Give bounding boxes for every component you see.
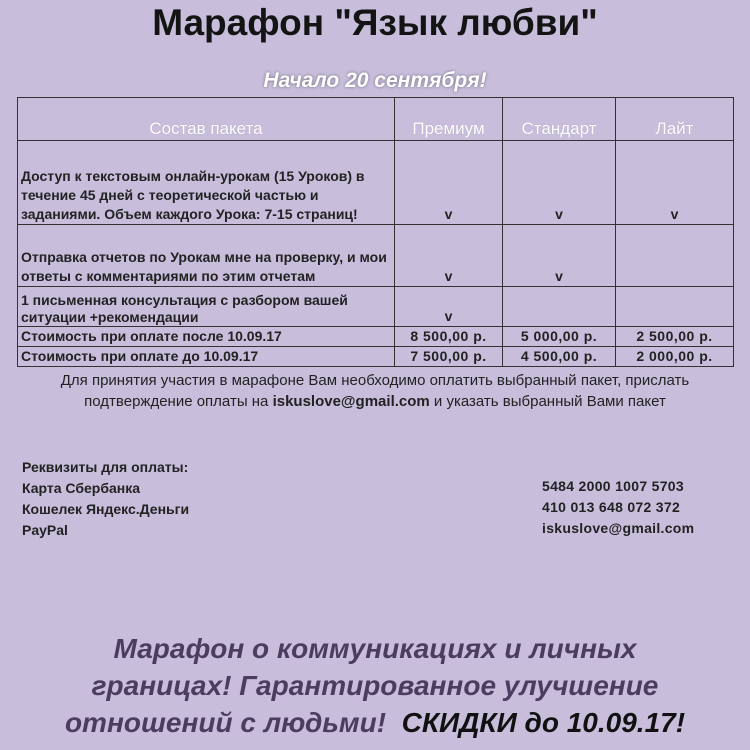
lite-price: 2 000,00 р. xyxy=(616,347,734,367)
table-row xyxy=(18,287,734,327)
premium-check: v xyxy=(395,141,503,225)
lite-price: 2 500,00 р. xyxy=(616,327,734,347)
price-label: Стоимость при оплате до 10.09.17 xyxy=(18,347,395,367)
contact-email: iskuslove@gmail.com xyxy=(272,393,430,410)
instructions-text-end: и указать выбранный Вами пакет xyxy=(429,393,666,410)
table-row xyxy=(18,141,734,225)
table-row xyxy=(18,225,734,287)
paypal-email: iskuslove@gmail.com xyxy=(542,520,695,536)
payment-method-sberbank: Карта Сбербанка xyxy=(22,480,140,496)
standard-price: 5 000,00 р. xyxy=(503,327,616,347)
payment-method-paypal: PayPal xyxy=(22,522,68,538)
payment-method-yandex: Кошелек Яндекс.Деньги xyxy=(22,501,190,517)
standard-price: 4 500,00 р. xyxy=(503,347,616,367)
lite-check: v xyxy=(616,141,734,225)
price-row-before xyxy=(18,347,734,367)
promo-line-1: Марафон о коммуникациях и личных xyxy=(113,633,637,664)
sberbank-card-number: 5484 2000 1007 5703 xyxy=(542,478,684,494)
start-date-subtitle: Начало 20 сентября! xyxy=(263,69,487,92)
standard-check: v xyxy=(503,225,616,287)
promo-line-3-text: отношений с людьми! xyxy=(64,707,387,738)
promo-line-2: границах! Гарантированное улучшение xyxy=(91,670,659,701)
premium-price: 7 500,00 р. xyxy=(395,347,503,367)
standard-check xyxy=(503,287,616,327)
row-description: 1 письменная консультация с разбором вашей ситуации +рекомендации xyxy=(18,287,395,327)
column-header-lite: Лайт xyxy=(616,98,734,141)
promo-banner xyxy=(0,630,750,741)
standard-check: v xyxy=(503,141,616,225)
lite-check xyxy=(616,287,734,327)
promo-line-3 xyxy=(0,704,750,741)
premium-check: v xyxy=(395,287,503,327)
row-description: Отправка отчетов по Урокам мне на проверку, и мои ответы с комментариями по этим отчетам xyxy=(18,225,395,287)
discount-date: до 10.09.17! xyxy=(516,707,686,738)
instructions-text: Для принятия участия в марафоне Вам необходимо оплатить выбранный пакет, прислать подтверждение оплаты на xyxy=(60,372,690,410)
table-header-row xyxy=(18,98,734,141)
package-table xyxy=(17,97,734,367)
payment-details xyxy=(22,457,189,541)
column-header-standard: Стандарт xyxy=(503,98,616,141)
price-label: Стоимость при оплате после 10.09.17 xyxy=(18,327,395,347)
discount-word: СКИДКИ xyxy=(401,707,517,738)
column-header-package: Состав пакета xyxy=(18,98,395,141)
premium-price: 8 500,00 р. xyxy=(395,327,503,347)
row-description: Доступ к текстовым онлайн-урокам (15 Уроков) в течение 45 дней с теоретической частью и заданиями. Объем каждого Урока: 7-15 страниц! xyxy=(18,141,395,225)
lite-check xyxy=(616,225,734,287)
page-title: Марафон "Язык любви" xyxy=(152,2,598,43)
participation-instructions xyxy=(18,370,732,412)
column-header-premium: Премиум xyxy=(395,98,503,141)
payment-heading: Реквизиты для оплаты: xyxy=(22,459,189,475)
premium-check: v xyxy=(395,225,503,287)
payment-values xyxy=(542,476,694,539)
price-row-after xyxy=(18,327,734,347)
yandex-wallet-number: 410 013 648 072 372 xyxy=(542,499,681,515)
